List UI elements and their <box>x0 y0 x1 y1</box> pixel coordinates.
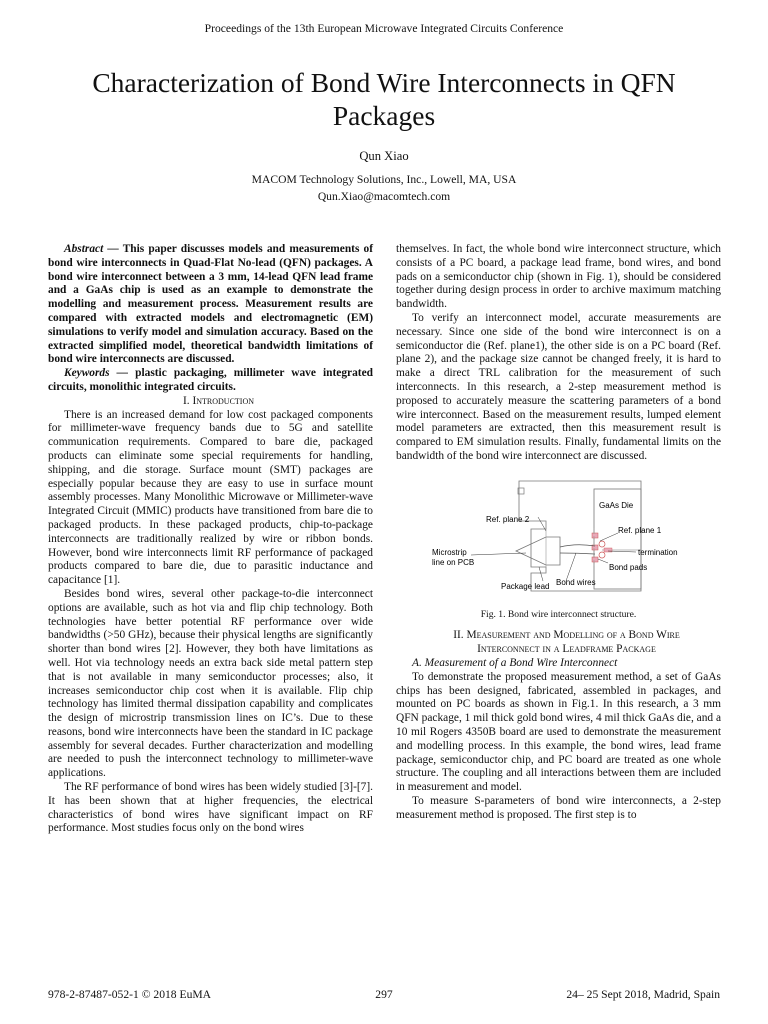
label-package-lead: Package lead <box>501 581 550 591</box>
email[interactable]: Qun.Xiao@macomtech.com <box>317 189 451 203</box>
paragraph: To measure S-parameters of bond wire interconnects, a 2-step measurement method is proposed. The first step is to <box>396 794 721 821</box>
bond-pad <box>592 533 598 538</box>
affiliation: MACOM Technology Solutions, Inc., Lowell, MA, USA <box>251 173 517 186</box>
label-termination: termination <box>638 547 678 557</box>
right-column <box>396 243 721 823</box>
keywords <box>48 367 373 395</box>
section-heading-2-line2: Interconnect in a Leadframe Package <box>477 643 656 656</box>
section-heading-2-line1: II. Measurement and Modelling of a Bond Wire <box>453 629 680 642</box>
abstract <box>48 243 373 367</box>
bond-ball <box>599 541 605 547</box>
label-ref-plane-2: Ref. plane 2 <box>486 514 530 524</box>
microstrip-line <box>516 537 560 565</box>
abstract-text: This paper discusses models and measurements of bond wire interconnects in Quad-Flat No-lead (QFN) packages. A bond wire interconnect between a 3 mm, 14-lead QFN lead frame and a GaAs chip is used as an example to demonstrate the modelling and measurement process. Measurement results are compared with extracted models and electromagnetic (EM) simulations to verify model and simulation accuracy. Based on the extracted simplified model, theoretical bandwidth limitations of bond wire interconnects are discussed. <box>48 243 373 366</box>
paragraph: The RF performance of bond wires has been widely studied [3]-[7]. It has been shown that at higher frequencies, the electrical characteristics of bond wires have significant impact on RF performance. Most studies focus only on the bond wires <box>48 781 373 835</box>
paragraph: themselves. In fact, the whole bond wire interconnect structure, which consists of a PC board, a package lead frame, bond wires, and bond pads on a semiconductor chip (shown in Fig. 1), should be considered together during design process in order to archive maximum matching bandwidth. <box>396 243 721 311</box>
label-bond-wires: Bond wires <box>556 577 596 587</box>
subsection-heading: A. Measurement of a Bond Wire Interconnect <box>412 656 618 669</box>
keywords-text: plastic packaging, millimeter wave integrated circuits, monolithic integrated circuits. <box>48 367 373 393</box>
abstract-label: Abstract — <box>64 243 119 255</box>
affiliation-block <box>0 172 768 205</box>
label-ref-plane-1: Ref. plane 1 <box>618 525 662 535</box>
label-gaas-die: GaAs Die <box>599 500 634 510</box>
footer-isbn: 978-2-87487-052-1 © 2018 EuMA <box>48 988 212 1001</box>
paragraph: There is an increased demand for low cost packaged components for millimeter-wave frequency bands due to 5G and satellite communication requirements. Compared to bare die, packaged products can eliminate some special requirements for handling, shipping, and die storage. Surface mount (SMT) packages are especially popular because they are easy to use in surface mount assembly processes. Many Monolithic Microwave or Millimeter-wave Integrated Circuit (MMIC) products have transitioned from bare die to packaged products. In these packaged products, chip-to-package interconnects are traditionally realized by wire or ribbon bonds. However, bond wire interconnects limit RF performance of packaged products compared to bare die, due to parasitic inductance and capacitance [1]. <box>48 408 373 587</box>
label-line-on-pcb: line on PCB <box>432 557 475 567</box>
bond-ball <box>599 552 605 558</box>
author-name: Qun Xiao <box>359 149 409 163</box>
figure-1-diagram <box>396 473 721 597</box>
paragraph: To demonstrate the proposed measurement method, a set of GaAs chips has been designed, fabricated, assembled in packages, and mounted on PC boards as shown in Fig.1. In this research, a 3 mm QFN package, 1 mil thick gold bond wires, 4 mil thick GaAs die, and a 10 mil Rogers 4350B board are used to demonstrate the measurement and modelling process. In this example, the bond wires, lead frame package, semiconductor chip, and PC board are treated as one whole structure. The coupling and all interactions between them are included in measurement and model. <box>396 670 721 794</box>
paragraph: Besides bond wires, several other package-to-die interconnect options are available, such as hot via and flip chip technology. Both technologies have better potential RF performance over wide bandwidths (>50 GHz), because their physical lengths are significantly shorter than bond wires [2]. However, they both have limitations as well. Hot via technology needs an extra back side metal pattern step that is not available in many semiconductor processes; also, it increases semiconductor chip cost when it is available. Flip chip technology has limited thermal dissipation capability and complicates the design of microstrip transmission lines on IC’s. Due to these reasons, bond wire interconnects have been the standard in IC package assembly for several decades. Further characterization and modelling are needed to push the interconnect technology to millimeter-wave applications. <box>48 587 373 780</box>
bond-wire <box>560 553 595 554</box>
label-microstrip: Microstrip <box>432 547 467 557</box>
section-heading-introduction: I. Introduction <box>182 394 255 407</box>
paragraph: To verify an interconnect model, accurate measurements are necessary. Since one side of the bond wire interconnect is on a semiconductor die (Ref. plane1), the other side is on a PC board (Ref. plane 2), and the package size cannot be changed freely, it is hard to make a direct TRL calibration for the measurement of such interconnects. In this research, a 2-step measurement method is proposed to accurately measure the scattering parameters of a bond wire interconnect. Based on the measurement results, lumped element model parameters are extracted, then this measurement result is compared to EM simulation results. Finally, fundamental limits on the bandwidth of the bond wire interconnect are discussed. <box>396 311 721 462</box>
figure-1-caption: Fig. 1. Bond wire interconnect structure. <box>480 608 637 620</box>
termination-resistor <box>604 548 612 552</box>
bond-pad <box>592 557 598 562</box>
left-column <box>48 243 373 836</box>
package-outline <box>519 481 641 591</box>
conference-header: Proceedings of the 13th European Microwave Integrated Circuits Conference <box>204 22 564 35</box>
label-bond-pads: Bond pads <box>609 562 648 572</box>
footer-date-place: 24– 25 Sept 2018, Madrid, Spain <box>566 988 720 1001</box>
bond-wire <box>560 544 595 546</box>
footer-page-number: 297 <box>375 988 393 1001</box>
paper-title: Characterization of Bond Wire Interconnects in QFN Packages <box>92 67 676 131</box>
keywords-label: Keywords — <box>64 367 129 380</box>
